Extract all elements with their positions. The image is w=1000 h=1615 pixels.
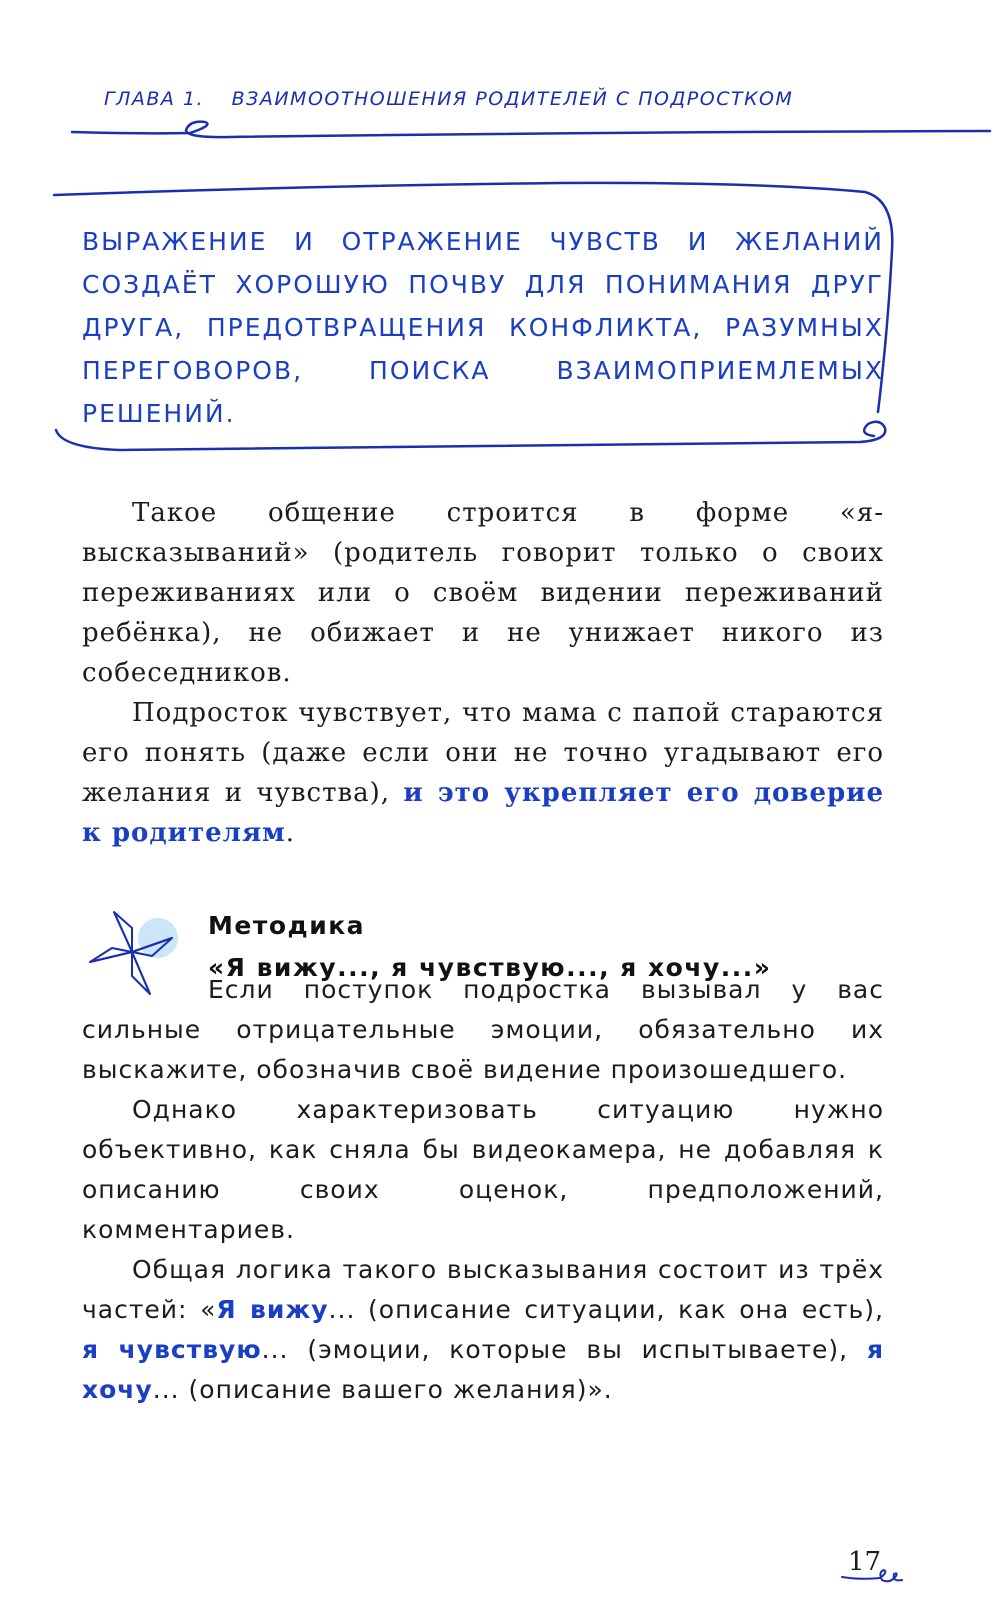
page-number: 17 — [848, 1547, 882, 1577]
paragraph-2-text: Подросток чувствует, что мама с папой стараются его понять (даже если они не точно угадывают его желания и чувства), — [82, 698, 884, 808]
method-p3-e: ... (описание вашего желания)». — [152, 1375, 613, 1404]
body-text — [82, 493, 884, 853]
key-idea-callout: ВЫРАЖЕНИЕ И ОТРАЖЕНИЕ ЧУВСТВ И ЖЕЛАНИЙ СОЗДАЁТ ХОРОШУЮ ПОЧВУ ДЛЯ ПОНИМАНИЯ ДРУГ ДРУГА, ПРЕДОТВРАЩЕНИЯ КОНФЛИКТА, РАЗУМНЫХ ПЕРЕГОВОРОВ, ПОИСКА ВЗАИМОПРИЕМЛЕМЫХ РЕШЕНИЙ. — [82, 227, 884, 428]
method-p3-a: Общая логика такого высказывания состоит из трёх частей: « — [82, 1255, 884, 1324]
method-p3-i-want: я хочу — [82, 1335, 884, 1404]
paragraph-1: Такое общение строится в форме «я-высказываний» (родитель говорит только о своих переживаниях или о своём видении переживаний ребёнка), не обижает и не унижает никого из собеседников. — [82, 498, 884, 688]
method-paragraph-1: Если поступок подростка вызывал у вас сильные отрицательные эмоции, обязательно их выскажите, обозначив своё видение произошедшего. — [82, 975, 884, 1084]
method-text — [82, 970, 884, 1410]
paragraph-2 — [82, 693, 884, 853]
chapter-label: ГЛАВА 1. — [104, 88, 205, 110]
method-paragraph-3 — [82, 1250, 884, 1410]
method-p3-c: ... (описание ситуации, как она есть), — [328, 1295, 884, 1324]
method-label: Методика — [208, 911, 366, 940]
method-p3-i-feel: я чувствую — [82, 1335, 262, 1364]
method-paragraph-2: Однако характеризовать ситуацию нужно объективно, как сняла бы видеокамера, не добавляя к описанию своих оценок, предположений, комментариев. — [82, 1095, 884, 1244]
paragraph-2-emphasis: и это укрепляет его доверие к родителям — [82, 778, 885, 848]
method-name: «Я вижу..., я чувствую..., я хочу...» — [208, 953, 772, 982]
method-p3-d: ... (эмоции, которые вы испытываете), — [261, 1335, 867, 1364]
chapter-title: ВЗАИМООТНОШЕНИЯ РОДИТЕЛЕЙ С ПОДРОСТКОМ — [231, 88, 794, 110]
method-p3-i-see: Я вижу — [216, 1295, 329, 1324]
paragraph-2-end: . — [285, 818, 296, 848]
